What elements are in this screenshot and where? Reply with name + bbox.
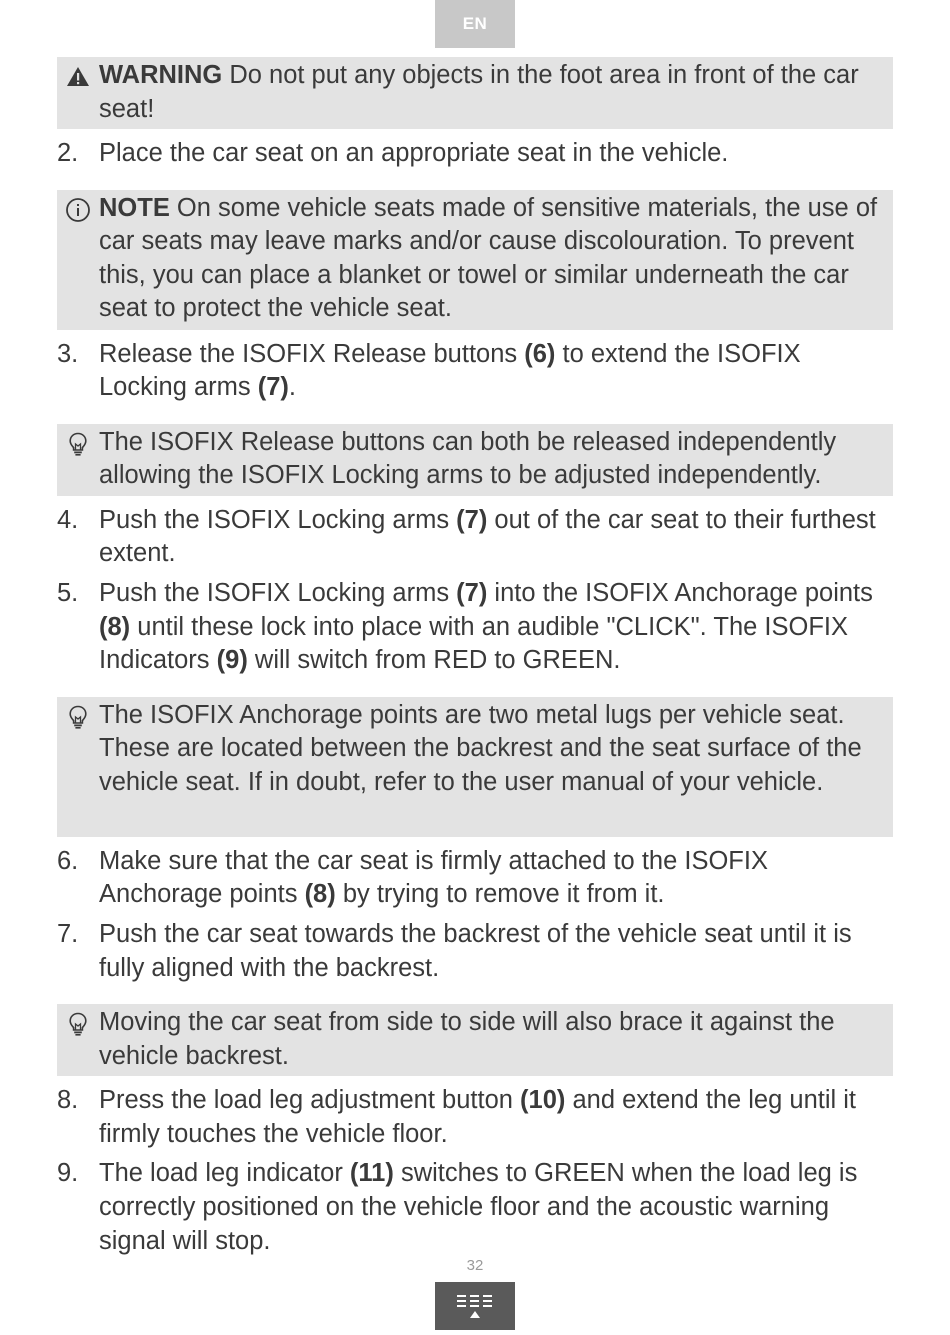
step-text: by trying to remove it from it. [335, 880, 665, 909]
step-7 [57, 918, 893, 985]
lightbulb-icon [65, 1011, 91, 1037]
note-box [57, 190, 893, 330]
note-label: NOTE [99, 193, 170, 222]
step-9 [57, 1157, 893, 1258]
info-icon [65, 197, 91, 223]
step-3 [57, 338, 893, 405]
step-text: Press the load leg adjustment button [99, 1086, 521, 1115]
page-number: 32 [466, 1257, 484, 1274]
step-number: 4. [57, 505, 79, 534]
step-text: Push the ISOFIX Locking arms [99, 505, 457, 534]
lightbulb-icon [65, 431, 91, 457]
warning-label: WARNING [99, 61, 223, 89]
ref-number: (9) [216, 646, 248, 675]
step-text: switches to GREEN when the load leg is correctly positioned on the vehicle floor and the acoustic warning signal will stop. [99, 1159, 858, 1255]
tip-text: Moving the car seat from side to side will also brace it against the vehicle backrest. [99, 1008, 835, 1070]
step-8 [57, 1084, 893, 1151]
step-text: . [288, 373, 296, 402]
step-number: 2. [57, 139, 79, 167]
menu-up-icon [435, 1282, 515, 1330]
step-5 [57, 577, 893, 678]
warning-icon [65, 64, 91, 90]
lightbulb-icon [65, 704, 91, 730]
step-number: 9. [57, 1159, 79, 1188]
ref-number: (8) [99, 612, 131, 641]
step-text: into the ISOFIX Anchorage points [487, 578, 873, 607]
step-2 [57, 137, 893, 171]
manual-content [57, 57, 893, 1258]
ref-number: (7) [257, 373, 289, 402]
tip-box [57, 1004, 893, 1076]
step-number: 7. [57, 919, 79, 948]
warning-box [57, 57, 893, 129]
ref-number: (10) [520, 1086, 566, 1115]
step-6 [57, 845, 893, 912]
ref-number: (7) [456, 578, 488, 607]
step-text: until these lock into place with an audible "CLICK". The ISOFIX Indicators [99, 612, 849, 675]
ref-number: (8) [304, 880, 336, 909]
step-text: out of the car seat to their furthest extent. [99, 505, 876, 568]
language-label: EN [462, 14, 488, 33]
tip-box [57, 697, 893, 837]
step-text: Place the car seat on an appropriate seat in the vehicle. [99, 139, 729, 167]
step-text: Push the ISOFIX Locking arms [99, 578, 457, 607]
tip-text: The ISOFIX Anchorage points are two metal lugs per vehicle seat. These are located between the backrest and the seat surface of the vehicle seat. If in doubt, refer to the user manual of your vehicle. [99, 700, 862, 796]
ref-number: (6) [524, 339, 556, 368]
step-text: Release the ISOFIX Release buttons [99, 339, 525, 368]
menu-button[interactable] [435, 1282, 515, 1330]
tip-box [57, 424, 893, 496]
step-text: to extend the ISOFIX Locking arms [99, 339, 801, 402]
step-text: Make sure that the car seat is firmly attached to the ISOFIX Anchorage points [99, 846, 768, 909]
step-4 [57, 504, 893, 571]
step-text: and extend the leg until it firmly touches the vehicle floor. [99, 1086, 856, 1148]
tip-text: The ISOFIX Release buttons can both be released independently allowing the ISOFIX Locking arms to be adjusted independently. [99, 427, 837, 490]
step-number: 6. [57, 846, 79, 875]
step-number: 3. [57, 339, 79, 368]
note-text: On some vehicle seats made of sensitive materials, the use of car seats may leave marks and/or cause discolouration. To prevent this, you can place a blanket or towel or similar underneath the car seat to protect the vehicle seat. [99, 193, 878, 323]
language-tab[interactable] [435, 0, 515, 48]
warning-text: Do not put any objects in the foot area in front of the car seat! [99, 61, 859, 123]
step-text: The load leg indicator [99, 1159, 350, 1188]
step-text: Push the car seat towards the backrest of the vehicle seat until it is fully aligned with the backrest. [99, 919, 852, 982]
step-text: will switch from RED to GREEN. [247, 646, 621, 675]
step-number: 5. [57, 578, 79, 607]
ref-number: (11) [349, 1159, 394, 1188]
ref-number: (7) [456, 505, 488, 534]
step-number: 8. [57, 1086, 79, 1115]
